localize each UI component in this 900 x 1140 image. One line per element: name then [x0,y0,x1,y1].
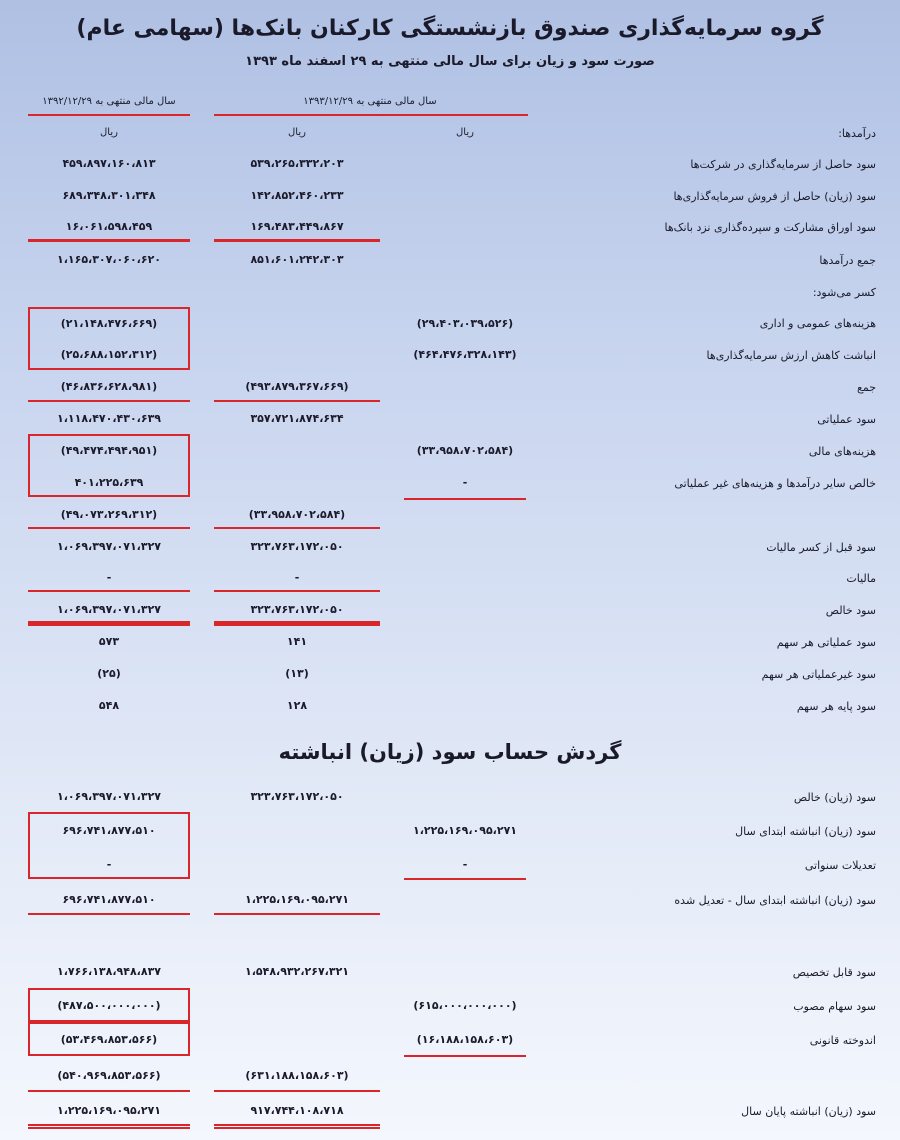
value-cell: ۴۰۱،۲۲۵،۶۳۹ [74,476,144,489]
value-cell: ۶۹۶،۷۴۱،۸۷۷،۵۱۰ [62,824,156,837]
value-cell: ۹۱۷،۷۴۴،۱۰۸،۷۱۸ [250,1104,344,1117]
value-cell: - [294,571,300,584]
value-cell: ۱۴۲،۸۵۲،۴۶۰،۲۳۳ [250,189,344,202]
subtotal-line [214,400,380,402]
value-cell: (۴۶،۸۳۶،۶۲۸،۹۸۱) [60,380,158,393]
value-cell: (۲۵) [97,667,121,680]
subtotal-line [28,527,190,529]
value-cell: ۱،۲۲۵،۱۶۹،۰۹۵،۲۷۱ [245,893,349,906]
value-cell: ۱،۰۶۹،۳۹۷،۰۷۱،۳۲۷ [57,790,161,803]
deduct-heading: کسر می‌شود: [812,286,876,299]
value-cell: ۶۹۶،۷۴۱،۸۷۷،۵۱۰ [62,893,156,906]
row-label: سود قابل تخصیص [792,966,876,979]
section-title: گردش حساب سود (زیان) انباشته [278,740,622,764]
double-total-line [28,1124,190,1129]
value-cell: (۴۹،۰۷۳،۲۶۹،۳۱۲) [60,508,158,521]
value-cell: ۱،۱۶۵،۳۰۷،۰۶۰،۶۲۰ [57,253,161,266]
row-label: هزینه‌های عمومی و اداری [759,317,876,330]
subtotal-line [404,1055,526,1057]
value-cell: (۶۱۵،۰۰۰،۰۰۰،۰۰۰) [413,999,517,1012]
column-header-prev-period: سال مالی منتهی به ۱۳۹۲/۱۲/۲۹ [42,96,176,107]
divider-line [28,114,190,116]
value-cell: ۱،۰۶۹،۳۹۷،۰۷۱،۳۲۷ [57,603,161,616]
value-cell: ۵۴۸ [98,699,120,712]
row-label: سود حاصل از سرمایه‌گذاری در شرکت‌ها [690,158,876,171]
double-total-line [214,1124,380,1129]
value-cell: (۴۸۷،۵۰۰،۰۰۰،۰۰۰) [57,999,161,1012]
value-cell: ۱،۲۲۵،۱۶۹،۰۹۵،۲۷۱ [413,824,517,837]
value-cell: - [106,858,112,871]
row-label: سود عملیاتی [817,413,876,426]
row-label: سود (زیان) حاصل از فروش سرمایه‌گذاری‌ها [673,190,876,203]
row-label: جمع [856,381,876,394]
row-label: تعدیلات سنواتی [804,859,876,872]
value-cell: ۱۲۸ [286,699,308,712]
row-label: سود (زیان) خالص [793,791,876,804]
subtotal-line [214,239,380,242]
page-title: گروه سرمایه‌گذاری صندوق بازنشستگی کارکنان بانک‌ها (سهامی عام) [76,16,824,41]
double-total-line [28,621,190,626]
subtotal-line [214,527,380,529]
row-label: سود خالص [825,604,876,617]
value-cell: ۳۲۳،۷۶۳،۱۷۲،۰۵۰ [250,790,344,803]
value-cell: ۱،۱۱۸،۴۷۰،۴۳۰،۶۳۹ [57,412,161,425]
value-cell: ۵۷۳ [98,635,120,648]
value-cell: ۶۸۹،۳۴۸،۳۰۱،۳۴۸ [62,189,156,202]
value-cell: ۵۳۹،۲۶۵،۳۳۲،۲۰۳ [250,157,344,170]
double-total-line [214,621,380,626]
value-cell: ۱،۰۶۹،۳۹۷،۰۷۱،۳۲۷ [57,540,161,553]
subtotal-line [404,878,526,880]
column-header-cur-period: سال مالی منتهی به ۱۳۹۳/۱۲/۲۹ [303,96,437,107]
row-label: جمع درآمدها [819,254,876,267]
page-subtitle: صورت سود و زیان برای سال مالی منتهی به ۲۹ اسفند ماه ۱۳۹۳ [245,54,655,69]
value-cell: (۵۴۰،۹۶۹،۸۵۳،۵۶۶) [57,1069,161,1082]
value-cell: (۵۳،۴۶۹،۸۵۳،۵۶۶) [60,1033,158,1046]
value-cell: (۳۳،۹۵۸،۷۰۲،۵۸۴) [248,508,346,521]
value-cell: (۴۹۳،۸۷۹،۳۶۷،۶۶۹) [245,380,349,393]
subtotal-line [28,590,190,592]
subtotal-line [214,913,380,915]
value-cell: (۲۹،۴۰۳،۰۳۹،۵۲۶) [416,317,514,330]
row-label: سود اوراق مشارکت و سپرده‌گذاری نزد بانک‌ها [664,221,876,234]
subtotal-line [214,1090,380,1092]
divider-line [214,114,528,116]
value-cell: ۱۴۱ [286,635,308,648]
unit-label-col2: ریال [288,127,306,138]
row-label: هزینه‌های مالی [808,445,876,458]
row-label: انباشت کاهش ارزش سرمایه‌گذاری‌ها [706,349,876,362]
row-label: سود عملیاتی هر سهم [776,636,876,649]
unit-label-col1: ریال [100,127,118,138]
value-cell: - [462,476,468,489]
value-cell: (۱۳) [285,667,309,680]
value-cell: ۳۵۷،۷۲۱،۸۷۴،۶۳۴ [250,412,344,425]
row-label: سود سهام مصوب [793,1000,876,1013]
value-cell: ۳۲۳،۷۶۳،۱۷۲،۰۵۰ [250,603,344,616]
value-cell: ۱،۵۴۸،۹۳۲،۲۶۷،۳۲۱ [245,965,349,978]
row-label: سود (زیان) انباشته ابتدای سال - تعدیل شده [674,894,876,907]
value-cell: ۳۲۳،۷۶۳،۱۷۲،۰۵۰ [250,540,344,553]
value-cell: (۳۳،۹۵۸،۷۰۲،۵۸۴) [416,444,514,457]
value-cell: (۲۵،۶۸۸،۱۵۲،۳۱۲) [60,348,158,361]
row-label: اندوخته قانونی [809,1034,876,1047]
row-label: خالص سایر درآمدها و هزینه‌های غیر عملیاتی [674,477,876,490]
row-label: سود (زیان) انباشته پایان سال [741,1105,876,1118]
value-cell: ۱۶۹،۴۸۳،۴۴۹،۸۶۷ [250,220,344,233]
value-cell: ۸۵۱،۶۰۱،۲۴۲،۳۰۳ [250,253,344,266]
value-cell: - [106,571,112,584]
row-label: سود قبل از کسر مالیات [766,541,876,554]
value-cell: (۴۶۴،۴۷۶،۳۲۸،۱۴۳) [413,348,517,361]
value-cell: (۴۹،۴۷۴،۴۹۴،۹۵۱) [60,444,158,457]
row-label: سود پایه هر سهم [796,700,876,713]
row-label: سود (زیان) انباشته ابتدای سال [735,825,876,838]
unit-label-col3: ریال [456,127,474,138]
value-cell: ۱،۲۲۵،۱۶۹،۰۹۵،۲۷۱ [57,1104,161,1117]
subtotal-line [28,239,190,242]
value-cell: (۲۱،۱۴۸،۴۷۶،۶۶۹) [60,317,158,330]
value-cell: ۱،۷۶۶،۱۳۸،۹۴۸،۸۳۷ [57,965,161,978]
subtotal-line [404,498,526,500]
row-label: سود غیرعملیاتی هر سهم [761,668,876,681]
row-label: مالیات [846,572,876,585]
subtotal-line [28,1090,190,1092]
value-cell: (۱۶،۱۸۸،۱۵۸،۶۰۳) [416,1033,514,1046]
value-cell: ۴۵۹،۸۹۷،۱۶۰،۸۱۳ [62,157,156,170]
value-cell: - [462,858,468,871]
subtotal-line [28,400,190,402]
subtotal-line [28,913,190,915]
value-cell: ۱۶،۰۶۱،۵۹۸،۴۵۹ [65,220,153,233]
subtotal-line [214,590,380,592]
value-cell: (۶۳۱،۱۸۸،۱۵۸،۶۰۳) [245,1069,349,1082]
income-heading: درآمدها: [838,127,876,140]
